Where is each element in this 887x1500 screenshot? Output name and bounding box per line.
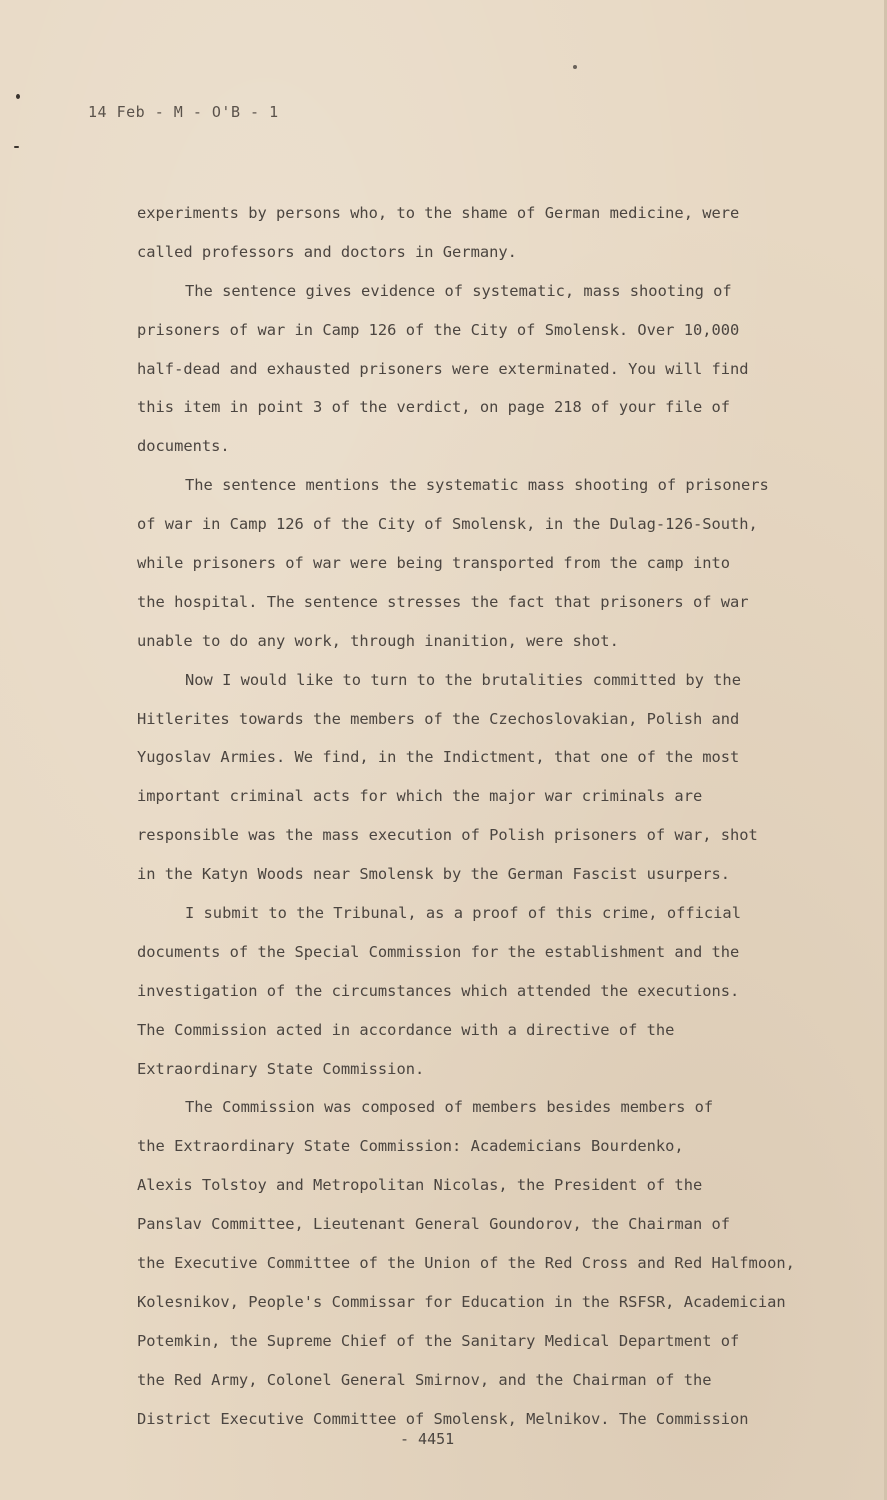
page-number: - 4451 [400, 1430, 455, 1448]
text-line: the Extraordinary State Commission: Academicians Bourdenko, [137, 1137, 684, 1156]
text-line: in the Katyn Woods near Smolensk by the German Fascist usurpers. [137, 865, 731, 884]
text-line: documents. [137, 437, 230, 456]
text-line: while prisoners of war were being transported from the camp into [137, 554, 731, 573]
text-line: Potemkin, the Supreme Chief of the Sanitary Medical Department of [137, 1331, 740, 1350]
text-line: The sentence gives evidence of systematic, mass shooting of [185, 281, 732, 300]
text-line: this item in point 3 of the verdict, on page 218 of your file of [137, 398, 731, 417]
text-line: responsible was the mass execution of Polish prisoners of war, shot [137, 826, 758, 845]
text-line: District Executive Committee of Smolensk, Melnikov. The Commission [137, 1409, 749, 1428]
text-line: I submit to the Tribunal, as a proof of this crime, official [185, 904, 741, 923]
text-line: important criminal acts for which the major war criminals are [137, 787, 703, 806]
text-line: The sentence mentions the systematic mass shooting of prisoners [185, 476, 769, 495]
text-line: investigation of the circumstances which attended the executions. [137, 981, 740, 1000]
ink-mark [14, 146, 19, 148]
text-line: Now I would like to turn to the brutalities committed by the [185, 670, 741, 689]
document-body [137, 194, 837, 1439]
page-header: 14 Feb - M - O'B - 1 [88, 103, 279, 121]
text-line: The Commission was composed of members besides members of [185, 1098, 714, 1117]
text-line: the Red Army, Colonel General Smirnov, and the Chairman of the [137, 1370, 712, 1389]
text-line: called professors and doctors in Germany. [137, 242, 517, 261]
text-line: unable to do any work, through inanition, were shot. [137, 631, 619, 650]
text-line: Panslav Committee, Lieutenant General Goundorov, the Chairman of [137, 1215, 731, 1234]
ink-mark [16, 94, 20, 99]
text-line: of war in Camp 126 of the City of Smolensk, in the Dulag-126-South, [137, 515, 758, 534]
text-line: the Executive Committee of the Union of the Red Cross and Red Halfmoon, [137, 1254, 795, 1273]
text-line: half-dead and exhausted prisoners were exterminated. You will find [137, 359, 749, 378]
text-line: Alexis Tolstoy and Metropolitan Nicolas, the President of the [137, 1176, 703, 1195]
text-line: Yugoslav Armies. We find, in the Indictment, that one of the most [137, 748, 740, 767]
text-line: experiments by persons who, to the shame of German medicine, were [137, 204, 740, 222]
text-line: prisoners of war in Camp 126 of the City of Smolensk. Over 10,000 [137, 320, 740, 339]
ink-mark [573, 65, 577, 69]
text-line: Hitlerites towards the members of the Czechoslovakian, Polish and [137, 709, 740, 728]
text-line: Kolesnikov, People's Commissar for Education in the RSFSR, Academician [137, 1292, 786, 1311]
text-line: documents of the Special Commission for the establishment and the [137, 942, 740, 961]
text-line: the hospital. The sentence stresses the fact that prisoners of war [137, 592, 749, 611]
text-line: Extraordinary State Commission. [137, 1059, 425, 1078]
text-line: The Commission acted in accordance with a directive of the [137, 1020, 675, 1039]
